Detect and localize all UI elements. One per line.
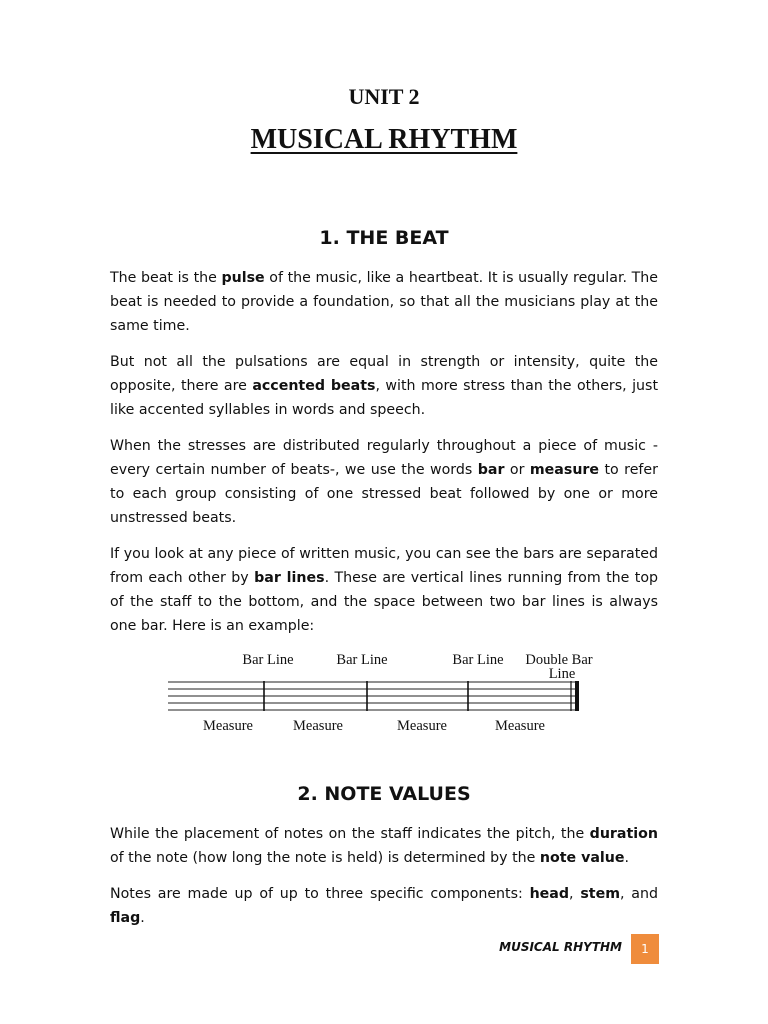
bar-line-label: Bar Line [242, 652, 294, 668]
section-heading-note-values: 2. NOTE VALUES [297, 783, 471, 805]
paragraph-note-values-1: While the placement of notes on the staff indicates the pitch, the duration of the note (how long the note is held) is determined by the note value. [110, 826, 658, 866]
double-bar-label: Double Bar [525, 652, 593, 668]
paragraph-beat-2: But not all the pulsations are equal in strength or intensity, quite the opposite, there are accented beats, with more stress than the others, just like accented syllables in words and speech. [110, 354, 659, 418]
page-number-badge: 1 [631, 934, 659, 964]
bar-line-label: Bar Line [452, 652, 504, 668]
paragraph-beat-4: If you look at any piece of written music, you can see the bars are separated from each other by bar lines. These are vertical lines running from the top of the staff to the bottom, and the space between two bar lines is always one bar. Here is an example: [110, 546, 659, 634]
double-bar-label-line2: Line [548, 666, 576, 682]
unit-label: UNIT 2 [348, 84, 420, 109]
bar-line-staff-diagram [150, 640, 620, 750]
measure-label: Measure [495, 718, 545, 734]
paragraph-note-values-2: Notes are made up of up to three specific components: head, stem, and flag. [110, 886, 658, 926]
section-heading-beat: 1. THE BEAT [319, 227, 449, 249]
page-title-text: MUSICAL RHYTHM [250, 124, 518, 155]
measure-label: Measure [293, 718, 343, 734]
measure-label: Measure [203, 718, 253, 734]
double-bar-line-thick [575, 681, 579, 711]
footer-running-title: MUSICAL RHYTHM [499, 940, 622, 954]
bar-line-label: Bar Line [336, 652, 388, 668]
page-title [0, 124, 768, 156]
measure-label: Measure [397, 718, 447, 734]
paragraph-beat-1: The beat is the pulse of the music, like a heartbeat. It is usually regular. The beat is needed to provide a foundation, so that all the musicians play at the same time. [110, 270, 658, 334]
staff-lines [168, 682, 578, 710]
paragraph-beat-3: When the stresses are distributed regularly throughout a piece of music - every certain number of beats-, we use the words bar or measure to refer to each group consisting of one stressed beat followed by one or more unstressed beats. [110, 438, 658, 526]
